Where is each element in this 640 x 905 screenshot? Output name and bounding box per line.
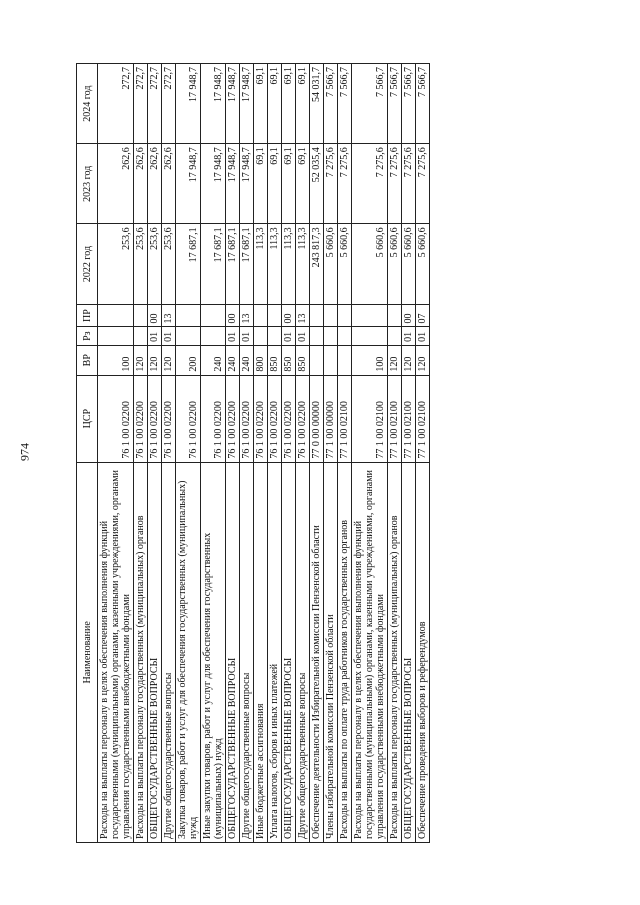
header-2024: 2024 год [77, 63, 98, 143]
cell-vr: 100 [352, 345, 388, 375]
cell-2022: 17 687,1 [201, 223, 226, 303]
cell-2022: 113,3 [282, 223, 296, 303]
cell-pr [268, 304, 282, 327]
cell-2023: 52 035,4 [310, 143, 324, 223]
cell-pr: 13 [162, 304, 176, 327]
cell-2023: 17 948,7 [226, 143, 240, 223]
table-row [282, 63, 296, 842]
header-name: Наименование [77, 462, 98, 842]
header-csr: ЦСР [77, 375, 98, 462]
cell-vr: 200 [176, 345, 201, 375]
cell-2022: 17 687,1 [226, 223, 240, 303]
cell-2023: 7 275,6 [388, 143, 402, 223]
cell-csr: 77 1 00 02100 [402, 375, 416, 462]
table-row [324, 63, 338, 842]
cell-rz [310, 327, 324, 345]
cell-2022: 17 687,1 [240, 223, 254, 303]
cell-2023: 262,6 [148, 143, 162, 223]
cell-pr: 00 [226, 304, 240, 327]
table-row [310, 63, 324, 842]
cell-2023: 7 275,6 [352, 143, 388, 223]
cell-name: Расходы на выплаты персоналу государственных (муниципальных) органов [134, 462, 148, 842]
cell-2024: 272,7 [162, 63, 176, 143]
cell-name: Расходы на выплаты персоналу в целях обеспечения выполнения функций государственными (муниципальными) органами, казенными учреждениями, органами управления государственными внебюджетными фондами [98, 462, 134, 842]
cell-rz: 01 [296, 327, 310, 345]
cell-csr: 77 1 00 02100 [416, 375, 430, 462]
cell-name: Члены избирательной комиссии Пензенской области [324, 462, 338, 842]
cell-pr [352, 304, 388, 327]
cell-2024: 17 948,7 [176, 63, 201, 143]
cell-vr: 850 [282, 345, 296, 375]
cell-2023: 17 948,7 [240, 143, 254, 223]
header-2022: 2022 год [77, 223, 98, 303]
cell-vr: 850 [268, 345, 282, 375]
cell-csr: 76 1 00 02200 [148, 375, 162, 462]
table-row [134, 63, 148, 842]
cell-rz: 01 [148, 327, 162, 345]
cell-2022: 253,6 [148, 223, 162, 303]
cell-csr: 76 1 00 02200 [296, 375, 310, 462]
cell-name: Обеспечение деятельности Избирательной комиссии Пензенской области [310, 462, 324, 842]
cell-vr: 120 [148, 345, 162, 375]
cell-vr: 120 [134, 345, 148, 375]
cell-2024: 54 031,7 [310, 63, 324, 143]
cell-rz [352, 327, 388, 345]
cell-pr: 07 [416, 304, 430, 327]
cell-name: Иные закупки товаров, работ и услуг для обеспечения государственных (муниципальных) нужд [201, 462, 226, 842]
cell-2024: 17 948,7 [201, 63, 226, 143]
cell-2023: 7 275,6 [416, 143, 430, 223]
cell-name: ОБЩЕГОСУДАРСТВЕННЫЕ ВОПРОСЫ [226, 462, 240, 842]
cell-2024: 69,1 [268, 63, 282, 143]
cell-csr: 76 1 00 02200 [98, 375, 134, 462]
cell-csr: 77 1 00 02100 [352, 375, 388, 462]
cell-rz [268, 327, 282, 345]
table-body [98, 63, 430, 842]
cell-2022: 5 660,6 [388, 223, 402, 303]
cell-2024: 7 566,7 [416, 63, 430, 143]
cell-csr: 77 0 00 00000 [310, 375, 324, 462]
cell-name: Иные бюджетные ассигнования [254, 462, 268, 842]
cell-pr [176, 304, 201, 327]
table-row [226, 63, 240, 842]
cell-2022: 5 660,6 [416, 223, 430, 303]
cell-name: Обеспечение проведения выборов и референдумов [416, 462, 430, 842]
cell-2024: 69,1 [254, 63, 268, 143]
cell-csr: 76 1 00 02200 [240, 375, 254, 462]
cell-2023: 262,6 [162, 143, 176, 223]
cell-csr: 76 1 00 02200 [268, 375, 282, 462]
cell-csr: 76 1 00 02200 [201, 375, 226, 462]
cell-csr: 76 1 00 02200 [134, 375, 148, 462]
cell-2024: 272,7 [148, 63, 162, 143]
cell-rz: 01 [162, 327, 176, 345]
table-row [402, 63, 416, 842]
cell-pr: 00 [282, 304, 296, 327]
cell-csr: 77 1 00 02100 [388, 375, 402, 462]
cell-2023: 7 275,6 [402, 143, 416, 223]
cell-2023: 17 948,7 [201, 143, 226, 223]
cell-pr: 13 [240, 304, 254, 327]
page-number: 974 [17, 443, 32, 461]
table-row [416, 63, 430, 842]
table-row [268, 63, 282, 842]
table-row [148, 63, 162, 842]
cell-rz: 01 [240, 327, 254, 345]
cell-name: Расходы на выплаты по оплате труда работников государственных органов [338, 462, 352, 842]
cell-vr: 120 [162, 345, 176, 375]
cell-2023: 7 275,6 [338, 143, 352, 223]
header-rz: Рз [77, 327, 98, 345]
cell-pr [310, 304, 324, 327]
cell-2022: 5 660,6 [402, 223, 416, 303]
cell-2024: 272,7 [134, 63, 148, 143]
cell-name: Другие общегосударственные вопросы [240, 462, 254, 842]
table-row [176, 63, 201, 842]
cell-csr: 76 1 00 02200 [162, 375, 176, 462]
cell-vr [324, 345, 338, 375]
cell-2022: 243 817,3 [310, 223, 324, 303]
cell-pr [324, 304, 338, 327]
header-2023: 2023 год [77, 143, 98, 223]
table-row [296, 63, 310, 842]
cell-name: Другие общегосударственные вопросы [162, 462, 176, 842]
cell-name: ОБЩЕГОСУДАРСТВЕННЫЕ ВОПРОСЫ [148, 462, 162, 842]
cell-rz [324, 327, 338, 345]
cell-vr: 240 [201, 345, 226, 375]
table-header-row [77, 63, 98, 842]
table-row [162, 63, 176, 842]
budget-table [76, 63, 430, 843]
cell-vr: 100 [98, 345, 134, 375]
cell-2022: 253,6 [134, 223, 148, 303]
cell-name: Расходы на выплаты персоналу в целях обеспечения выполнения функций государственными (муниципальными) органами, казенными учреждениями, органами управления государственными внебюджетными фондами [352, 462, 388, 842]
cell-rz: 01 [402, 327, 416, 345]
cell-rz [338, 327, 352, 345]
cell-2024: 17 948,7 [240, 63, 254, 143]
cell-vr: 850 [296, 345, 310, 375]
cell-2023: 262,6 [134, 143, 148, 223]
cell-csr: 76 1 00 02200 [254, 375, 268, 462]
cell-2022: 113,3 [296, 223, 310, 303]
cell-vr: 120 [388, 345, 402, 375]
table-row [338, 63, 352, 842]
cell-csr: 76 1 00 02200 [176, 375, 201, 462]
cell-rz [134, 327, 148, 345]
cell-vr: 120 [402, 345, 416, 375]
cell-rz [176, 327, 201, 345]
cell-csr: 76 1 00 02200 [226, 375, 240, 462]
cell-pr: 00 [402, 304, 416, 327]
cell-csr: 77 1 00 00000 [324, 375, 338, 462]
cell-pr [388, 304, 402, 327]
cell-2024: 7 566,7 [402, 63, 416, 143]
cell-2024: 69,1 [282, 63, 296, 143]
cell-pr: 00 [148, 304, 162, 327]
cell-2023: 69,1 [296, 143, 310, 223]
cell-2023: 17 948,7 [176, 143, 201, 223]
cell-2022: 5 660,6 [324, 223, 338, 303]
table-row [352, 63, 388, 842]
cell-pr: 13 [296, 304, 310, 327]
table-row [254, 63, 268, 842]
cell-vr: 120 [416, 345, 430, 375]
cell-2022: 253,6 [98, 223, 134, 303]
header-vr: ВР [77, 345, 98, 375]
cell-vr: 800 [254, 345, 268, 375]
cell-pr [98, 304, 134, 327]
cell-rz [98, 327, 134, 345]
cell-rz: 01 [226, 327, 240, 345]
cell-name: Уплата налогов, сборов и иных платежей [268, 462, 282, 842]
rotated-page [76, 63, 564, 843]
cell-pr [338, 304, 352, 327]
cell-csr: 77 1 00 02100 [338, 375, 352, 462]
cell-2024: 7 566,7 [338, 63, 352, 143]
cell-2022: 253,6 [162, 223, 176, 303]
cell-name: Другие общегосударственные вопросы [296, 462, 310, 842]
cell-name: Закупка товаров, работ и услуг для обеспечения государственных (муниципальных) нужд [176, 462, 201, 842]
cell-rz: 01 [416, 327, 430, 345]
cell-2022: 113,3 [268, 223, 282, 303]
table-row [240, 63, 254, 842]
cell-2024: 272,7 [98, 63, 134, 143]
header-pr: ПР [77, 304, 98, 327]
cell-2023: 69,1 [282, 143, 296, 223]
cell-2023: 69,1 [254, 143, 268, 223]
cell-2024: 7 566,7 [324, 63, 338, 143]
cell-2024: 69,1 [296, 63, 310, 143]
cell-rz [201, 327, 226, 345]
cell-csr: 76 1 00 02200 [282, 375, 296, 462]
cell-2024: 7 566,7 [352, 63, 388, 143]
cell-2022: 5 660,6 [338, 223, 352, 303]
cell-rz: 01 [282, 327, 296, 345]
cell-2024: 17 948,7 [226, 63, 240, 143]
cell-rz [254, 327, 268, 345]
table-row [98, 63, 134, 842]
cell-2024: 7 566,7 [388, 63, 402, 143]
table-row [388, 63, 402, 842]
cell-vr: 240 [226, 345, 240, 375]
cell-2023: 262,6 [98, 143, 134, 223]
cell-2023: 69,1 [268, 143, 282, 223]
cell-2023: 7 275,6 [324, 143, 338, 223]
cell-vr: 240 [240, 345, 254, 375]
cell-2022: 113,3 [254, 223, 268, 303]
cell-pr [201, 304, 226, 327]
cell-name: ОБЩЕГОСУДАРСТВЕННЫЕ ВОПРОСЫ [402, 462, 416, 842]
cell-pr [254, 304, 268, 327]
cell-name: ОБЩЕГОСУДАРСТВЕННЫЕ ВОПРОСЫ [282, 462, 296, 842]
cell-pr [134, 304, 148, 327]
table-row [201, 63, 226, 842]
cell-2022: 17 687,1 [176, 223, 201, 303]
cell-vr [310, 345, 324, 375]
cell-rz [388, 327, 402, 345]
cell-vr [338, 345, 352, 375]
cell-name: Расходы на выплаты персоналу государственных (муниципальных) органов [388, 462, 402, 842]
cell-2022: 5 660,6 [352, 223, 388, 303]
